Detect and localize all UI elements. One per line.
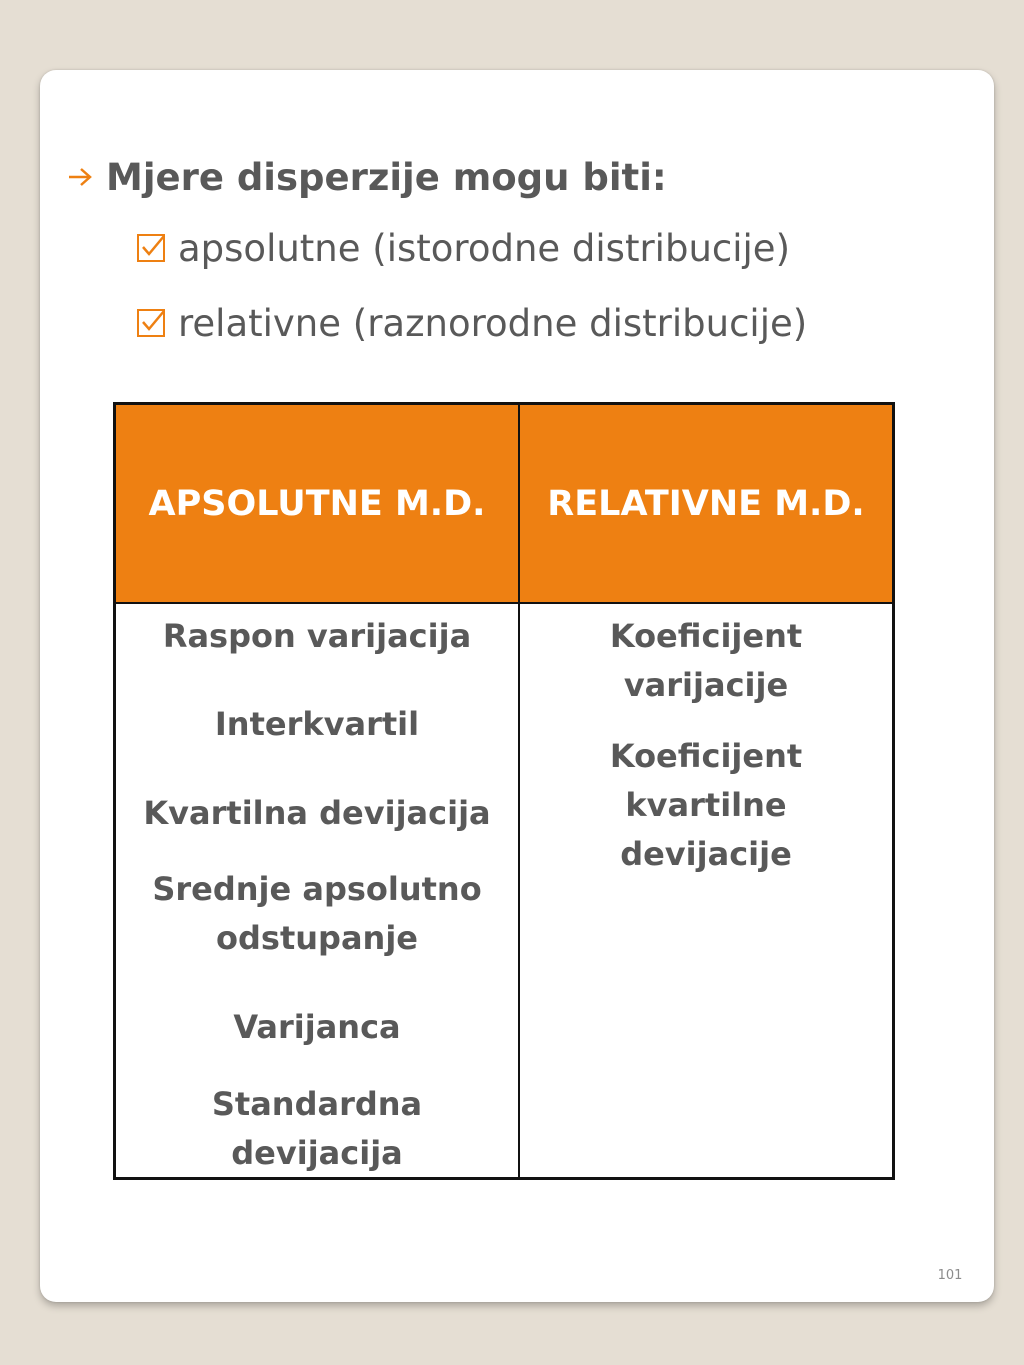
cell-coef-quartile-line3: devijacije: [620, 835, 792, 873]
slide-heading: Mjere disperzije mogu biti:: [106, 155, 667, 199]
cell-variance: Varijanca: [233, 1008, 401, 1046]
sub-bullet-relative: [136, 298, 807, 348]
bullet-text: relativne (raznorodne distribucije): [178, 301, 808, 345]
cell-coef-quartile-line1: Koeficijent: [609, 737, 803, 775]
cell-coef-quartile-line2: kvartilne: [625, 786, 787, 824]
arrow-right-icon: [66, 165, 94, 189]
cell-quartile-deviation: Kvartilna devijacija: [143, 794, 491, 832]
header-relative: RELATIVNE M.D.: [520, 405, 892, 602]
cell-mean-absolute-line2: odstupanje: [216, 919, 418, 957]
page-number: 101: [937, 1268, 963, 1283]
row-divider: [116, 602, 892, 604]
cell-interquartile: Interkvartil: [214, 705, 420, 743]
cell-mean-absolute-line1: Srednje apsolutno: [152, 870, 482, 908]
cell-std-deviation-line2: devijacija: [231, 1134, 403, 1172]
header-absolute: APSOLUTNE M.D.: [116, 405, 518, 602]
checkbox-checked-icon: [136, 232, 168, 264]
bullet-text: apsolutne (istorodne distribucije): [178, 226, 790, 270]
cell-coef-variation-line1: Koeficijent: [609, 617, 803, 655]
cell-std-deviation-line1: Standardna: [211, 1085, 423, 1123]
checkbox-checked-icon: [136, 307, 168, 339]
cell-range: Raspon varijacija: [162, 617, 472, 655]
dispersion-measures-table: [113, 402, 895, 1180]
main-bullet: [66, 150, 667, 204]
sub-bullet-absolute: [136, 223, 790, 273]
cell-coef-variation-line2: varijacije: [623, 666, 789, 704]
